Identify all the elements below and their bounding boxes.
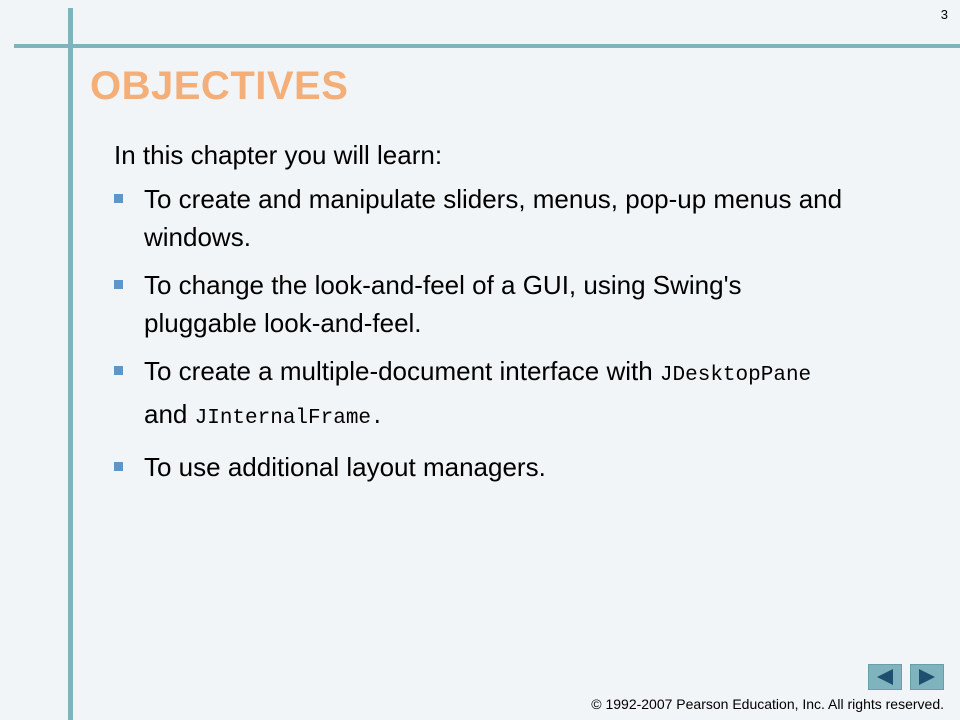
square-bullet-icon — [114, 194, 123, 203]
objective-text: and — [144, 399, 195, 429]
objective-item — [114, 266, 854, 342]
copyright-footer: © 1992-2007 Pearson Education, Inc. All rights reserved. — [591, 696, 944, 712]
intro-text: In this chapter you will learn: — [114, 140, 443, 170]
objective-item — [114, 180, 854, 256]
square-bullet-icon — [114, 366, 123, 375]
objective-text: To change the look-and-feel of a GUI, using Swing's pluggable look-and-feel. — [144, 270, 742, 338]
objective-item — [114, 352, 854, 438]
objective-item — [114, 448, 854, 486]
square-bullet-icon — [114, 462, 123, 471]
slide-title: OBJECTIVES — [90, 64, 349, 108]
horizontal-rule — [14, 44, 960, 48]
objective-text: To create and manipulate sliders, menus, pop-up menus and windows. — [144, 184, 843, 252]
slide-number: 3 — [940, 7, 948, 22]
vertical-rule — [68, 8, 73, 720]
code-class-name: JDesktopPane — [659, 364, 812, 387]
next-slide-button[interactable] — [910, 664, 944, 690]
previous-slide-button[interactable] — [868, 664, 902, 690]
code-class-name: JInternalFrame — [194, 407, 372, 430]
objective-period: . — [371, 407, 384, 430]
triangle-left-icon — [875, 668, 895, 686]
objective-text: To use additional layout managers. — [144, 452, 546, 482]
objective-text: To create a multiple-document interface with — [144, 356, 660, 386]
slide-navigation — [868, 664, 944, 690]
triangle-right-icon — [917, 668, 937, 686]
square-bullet-icon — [114, 280, 123, 289]
objectives-list — [114, 180, 854, 496]
